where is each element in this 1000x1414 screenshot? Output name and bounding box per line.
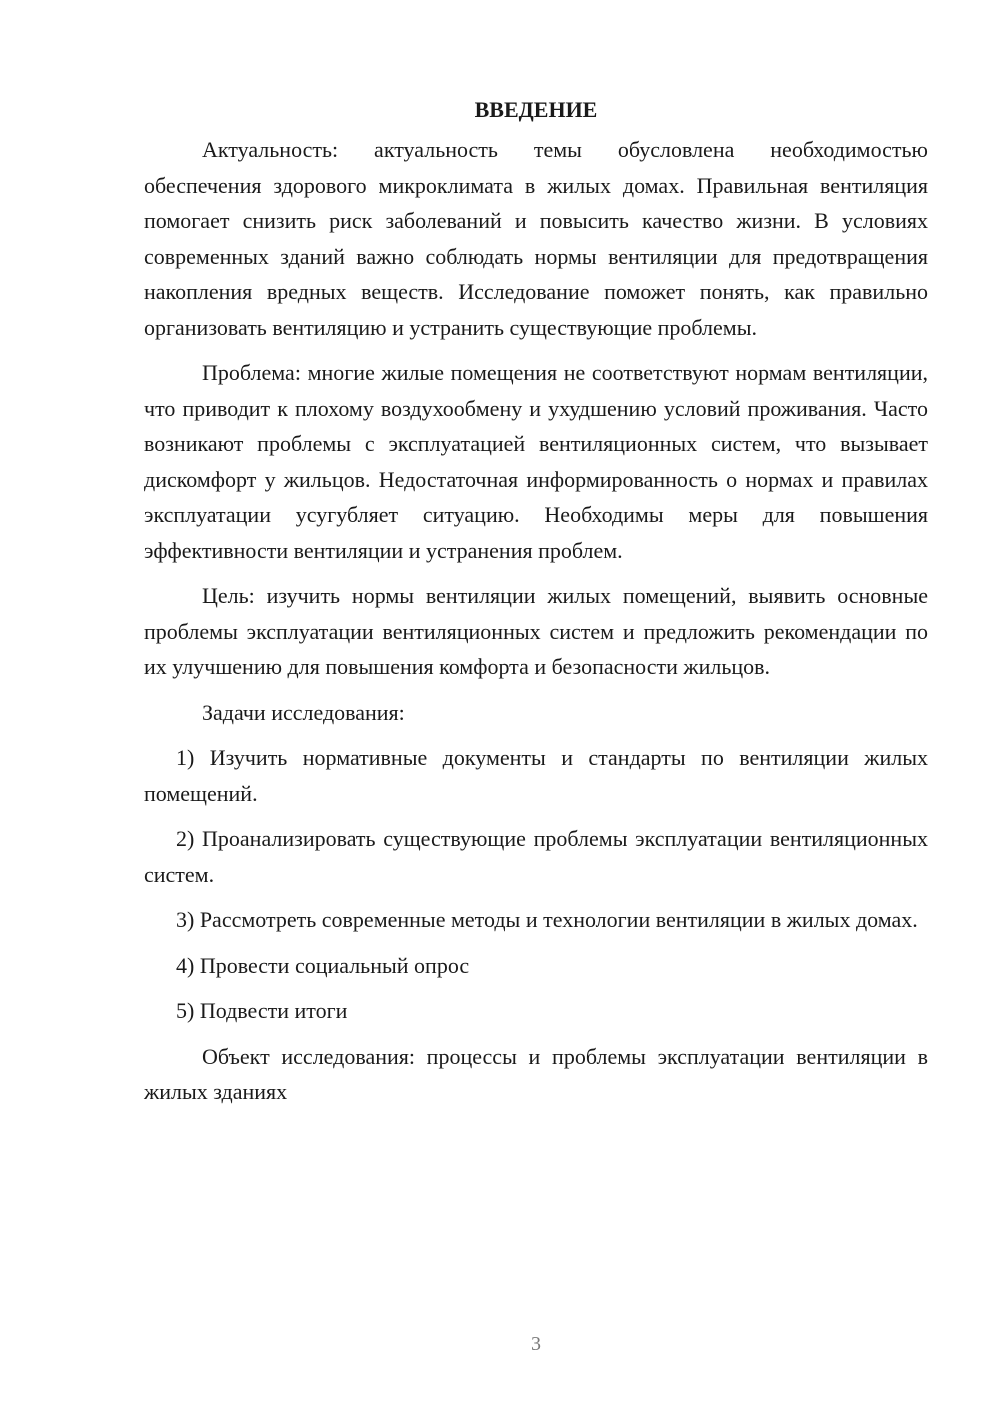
- task-item-5: 5) Подвести итоги: [176, 998, 348, 1023]
- page-number: 3: [531, 1333, 541, 1355]
- paragraph-goal: Цель: изучить нормы вентиляции жилых помещений, выявить основные проблемы эксплуатации вентиляционных систем и предложить рекомендации по их улучшению для повышения комфорта и безопасности жильцов.: [144, 583, 928, 679]
- paragraph-problem: Проблема: многие жилые помещения не соответствуют нормам вентиляции, что приводит к плохому воздухообмену и ухудшению условий проживания. Часто возникают проблемы с эксплуатацией вентиляционных систем, что вызывает дискомфорт у жильцов. Недостаточная информированность о нормах и правилах эксплуатации усугубляет ситуацию. Необходимы меры для повышения эффективности вентиляции и устранения проблем.: [144, 360, 928, 563]
- task-item-4: 4) Провести социальный опрос: [176, 952, 470, 978]
- paragraph-relevance: Актуальность: актуальность темы обусловлена необходимостью обеспечения здорового микроклимата в жилых домах. Правильная вентиляция помогает снизить риск заболеваний и повысить качество жизни. В условиях современных зданий важно соблюдать нормы вентиляции для предотвращения накопления вредных веществ. Исследование поможет понять, как правильно организовать вентиляцию и устранить существующие проблемы.: [144, 137, 928, 340]
- paragraph-tasks-heading: Задачи исследования:: [202, 699, 405, 725]
- document-page: [144, 92, 928, 1120]
- task-item-1: 1) Изучить нормативные документы и стандарты по вентиляции жилых помещений.: [144, 745, 928, 806]
- task-item-3: 3) Рассмотреть современные методы и технологии вентиляции в жилых домах.: [176, 907, 918, 932]
- section-title: ВВЕДЕНИЕ: [474, 97, 598, 122]
- paragraph-object: Объект исследования: процессы и проблемы эксплуатации вентиляции в жилых зданиях: [144, 1043, 928, 1104]
- task-item-2: 2) Проанализировать существующие проблемы эксплуатации вентиляционных систем.: [144, 826, 928, 887]
